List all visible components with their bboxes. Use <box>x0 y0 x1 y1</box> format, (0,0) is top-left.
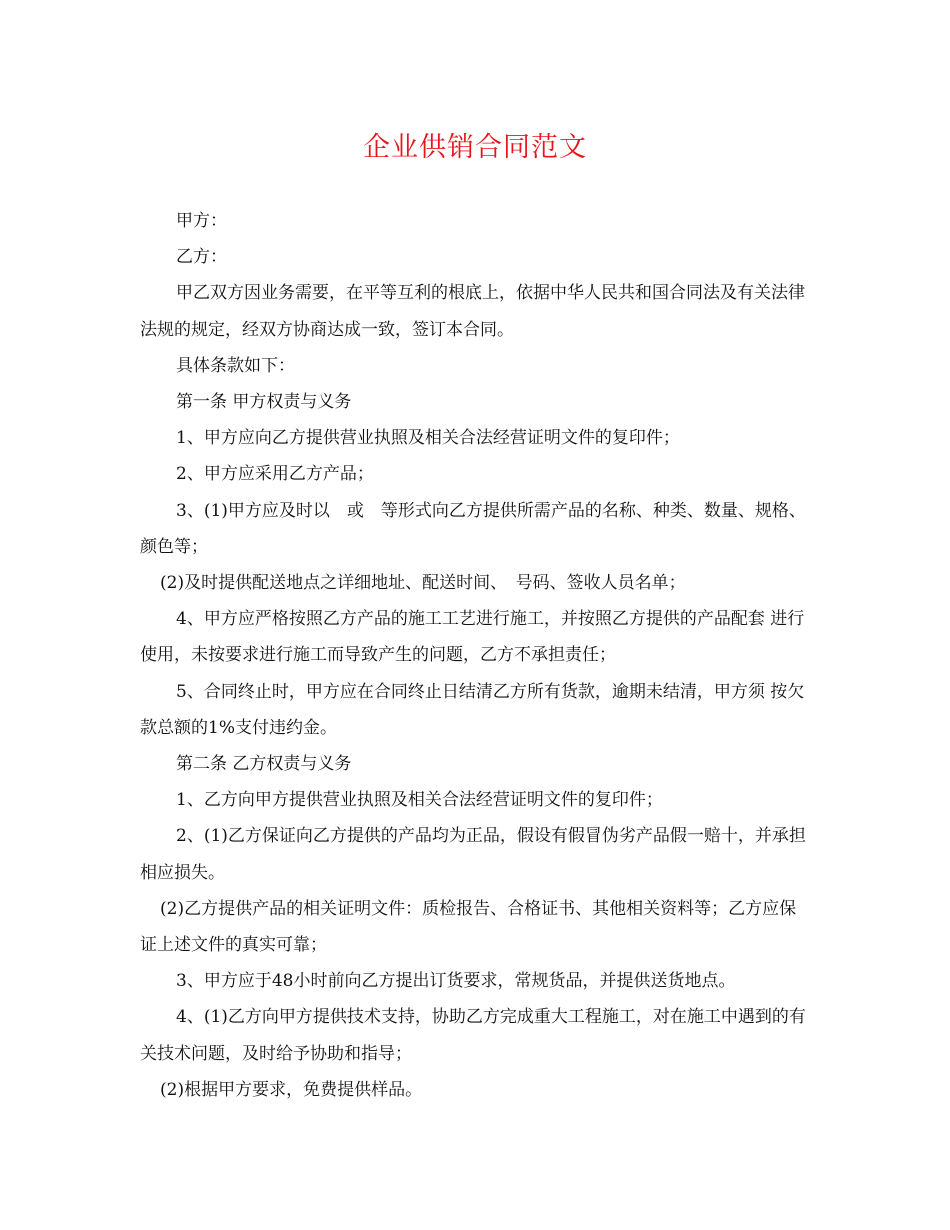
article-2-clause-4-1: 4、(1)乙方向甲方提供技术支持，协助乙方完成重大工程施工，对在施工中遇到的有关技术问题，及时给予协助和指导； <box>140 1007 806 1064</box>
article-1-clause-4: 4、甲方应严格按照乙方产品的施工工艺进行施工，并按照乙方提供的产品配套 进行使用，未按要求进行施工而导致产生的问题，乙方不承担责任； <box>140 609 805 666</box>
preamble-paragraph: 甲乙双方因业务需要，在平等互利的根底上，依据中华人民共和国合同法及有关法律法规的规定，经双方协商达成一致，签订本合同。 <box>140 283 805 340</box>
article-2-heading: 第二条 乙方权责与义务 <box>176 754 352 775</box>
article-1-clause-1: 1、甲方应向乙方提供营业执照及相关合法经营证明文件的复印件； <box>176 428 680 449</box>
article-1-heading: 第一条 甲方权责与义务 <box>176 392 352 413</box>
article-2-clause-3: 3、甲方应于48小时前向乙方提出订货要求，常规货品，并提供送货地点。 <box>176 971 736 992</box>
article-1-clause-2: 2、甲方应采用乙方产品； <box>176 464 374 485</box>
article-1-clause-3-2: (2)及时提供配送地点之详细地址、配送时间、 号码、签收人员名单； <box>160 573 686 594</box>
article-2-clause-4-2: (2)根据甲方要求，免费提供样品。 <box>160 1079 423 1100</box>
party-a-line: 甲方： <box>176 211 227 231</box>
article-2-clause-2-1: 2、(1)乙方保证向乙方提供的产品均为正品，假设有假冒伪劣产品假一赔十，并承担相应损失。 <box>140 826 806 883</box>
article-2-clause-2-2: (2)乙方提供产品的相关证明文件：质检报告、合格证书、其他相关资料等；乙方应保证上述文件的真实可靠； <box>140 898 797 956</box>
article-1-clause-5: 5、合同终止时，甲方应在合同终止日结清乙方所有货款，逾期未结清，甲方须 按欠款总额的1%支付违约金。 <box>140 681 805 738</box>
party-b-line: 乙方： <box>176 247 227 268</box>
article-1-clause-3-1: 3、(1)甲方应及时以 或 等形式向乙方提供所需产品的名称、种类、数量、规格、颜色等； <box>140 500 806 557</box>
article-2-clause-1: 1、乙方向甲方提供营业执照及相关合法经营证明文件的复印件； <box>176 790 663 811</box>
terms-intro: 具体条款如下： <box>176 355 295 376</box>
document-body <box>140 203 810 1108</box>
document-title: 企业供销合同范文 <box>363 132 587 163</box>
